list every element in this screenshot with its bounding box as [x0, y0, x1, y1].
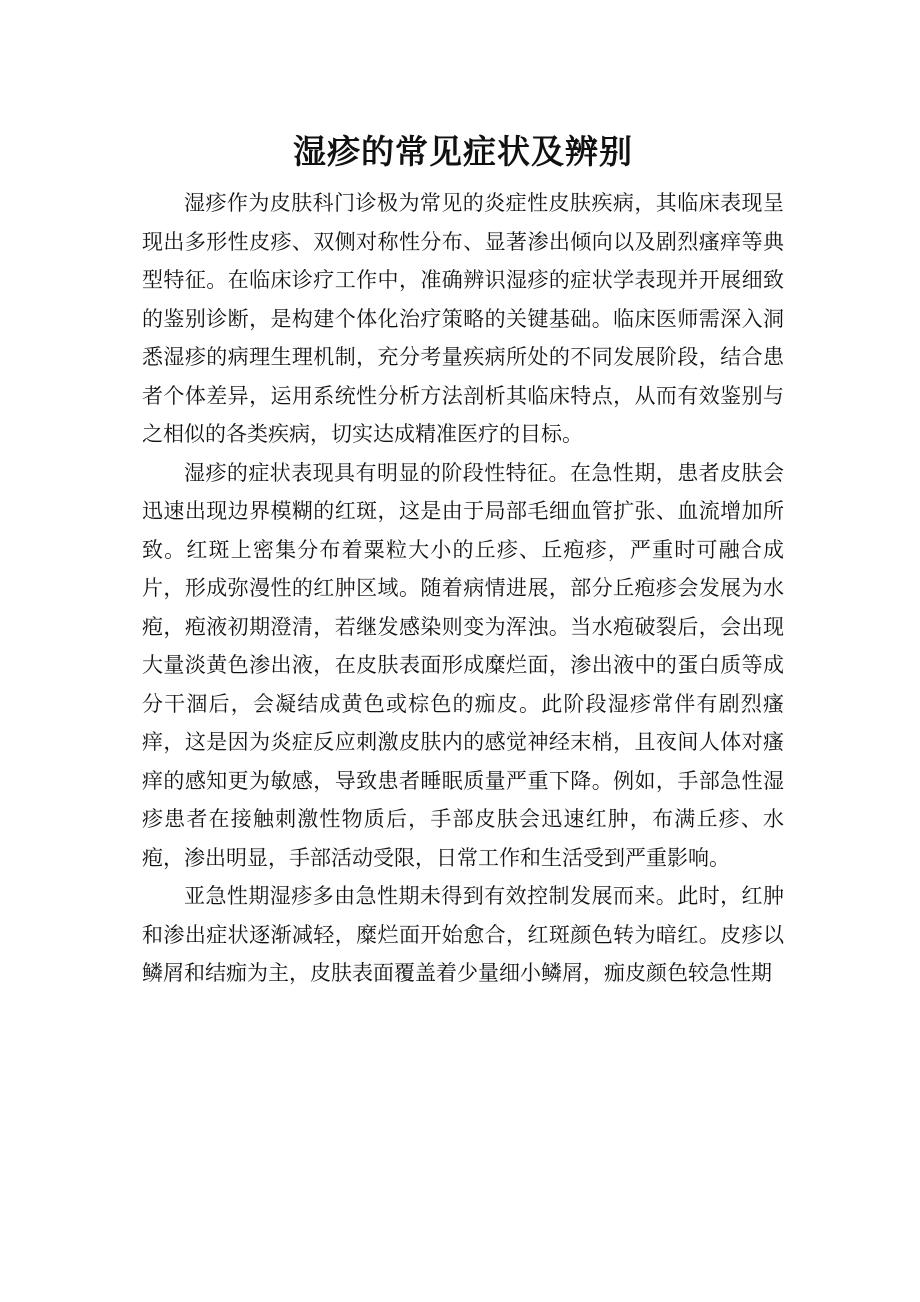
- document-title: 湿疹的常见症状及辨别: [293, 132, 633, 171]
- paragraph-acute-stage: 湿疹的症状表现具有明显的阶段性特征。在急性期，患者皮肤会迅速出现边界模糊的红斑，这是由于局部毛细血管扩张、血流增加所致。红斑上密集分布着粟粒大小的丘疹、丘疱疹，严重时可融合成片，形成弥漫性的红肿区域。随着病情进展，部分丘疱疹会发展为水疱，疱液初期澄清，若继发感染则变为浑浊。当水疱破裂后，会出现大量淡黄色渗出液，在皮肤表面形成糜烂面，渗出液中的蛋白质等成分干涸后，会凝结成黄色或棕色的痂皮。此阶段湿疹常伴有剧烈瘙痒，这是因为炎症反应刺激皮肤内的感觉神经末梢，且夜间人体对瘙痒的感知更为敏感，导致患者睡眠质量严重下降。例如，手部急性湿疹患者在接触刺激性物质后，手部皮肤会迅速红肿，布满丘疹、水疱，渗出明显，手部活动受限，日常工作和生活受到严重影响。: [142, 460, 784, 870]
- paragraph-subacute-stage: 亚急性期湿疹多由急性期未得到有效控制发展而来。此时，红肿和渗出症状逐渐减轻，糜烂面开始愈合，红斑颜色转为暗红。皮疹以鳞屑和结痂为主，皮肤表面覆盖着少量细小鳞屑，痂皮颜色较急性期: [142, 884, 784, 985]
- document-page: [142, 128, 784, 993]
- paragraph-intro: 湿疹作为皮肤科门诊极为常见的炎症性皮肤疾病，其临床表现呈现出多形性皮疹、双侧对称性分布、显著渗出倾向以及剧烈瘙痒等典型特征。在临床诊疗工作中，准确辨识湿疹的症状学表现并开展细致的鉴别诊断，是构建个体化治疗策略的关键基础。临床医师需深入洞悉湿疹的病理生理机制，充分考量疾病所处的不同发展阶段，结合患者个体差异，运用系统性分析方法剖析其临床特点，从而有效鉴别与之相似的各类疾病，切实达成精准医疗的目标。: [142, 191, 784, 446]
